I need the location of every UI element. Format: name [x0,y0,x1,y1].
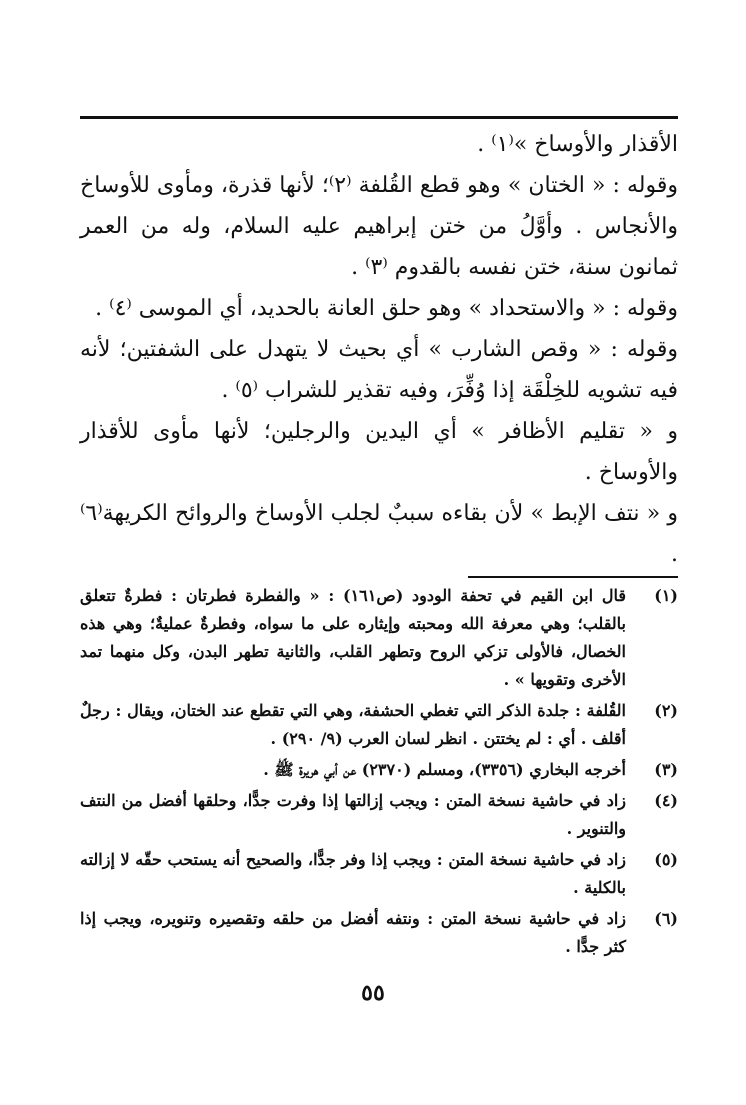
footnote [80,846,678,902]
paragraph: و « نتف الإبط » لأن بقاءه سببٌ لجلب الأوساخ والروائح الكريهة⁽٦⁾ . [80,501,678,567]
footnote-text: زاد في حاشية نسخة المتن : ويجب إزالتها إذا وفرت جدًّا، وحلقها أفضل من النتف والتنوير . [80,791,626,838]
paragraph: و « تقليم الأظافر » أي اليدين والرجلين؛ لأنها مأوى للأقذار والأوساخ . [80,419,678,485]
footnote [80,756,678,784]
footnote-number: (٤) [654,791,678,810]
footnote-number: (٦) [654,909,678,928]
paragraph: الأقذار والأوساخ »⁽١⁾ . [477,132,678,157]
footnotes [80,582,678,964]
page-number: ٥٥ [361,980,385,1006]
footnote-text: أخرجه البخاري (٣٣٥٦)، ومسلم (٢٣٧٠) عن أبي هريرة ﷺ . [263,760,626,779]
paragraph: وقوله : « والاستحداد » وهو حلق العانة بالحديد، أي الموسى ⁽٤⁾ . [95,296,678,321]
paragraph: وقوله : « الختان » وهو قطع القُلفة ⁽٢⁾؛ لأنها قذرة، ومأوى للأوساخ والأنجاس . وأوَّلُ من ختن إبراهيم عليه السلام، وله من العمر ثمانون سنة، ختن نفسه بالقدوم ⁽٣⁾ . [80,173,678,280]
header-rule [80,116,678,119]
footnote [80,697,678,753]
footnote-separator [468,576,678,578]
paragraph: وقوله : « وقص الشارب » أي بحيث لا يتهدل على الشفتين؛ لأنه فيه تشويه للخِلْقَة إذا وُفِّرَ، وفيه تقذير للشراب ⁽٥⁾ . [80,337,678,403]
footnote-text: قال ابن القيم في تحفة الودود (ص١٦١) : « والفطرة فطرتان : فطرةٌ تتعلق بالقلب؛ وهي معرفة الله ومحبته وإيثاره على ما سواه، وفطرةٌ عمليةٌ؛ وهي هذه الخصال، فالأولى تزكي الروح وتطهر القلب، والثانية تطهر البدن، وكل منهما تمد الأخرى وتقويها » . [80,586,627,689]
footnote [80,582,678,694]
main-text [80,124,678,575]
footnote [80,905,678,961]
footnote-number: (١) [654,586,678,605]
footnote-number: (٥) [654,850,678,869]
footnote-text: القُلفة : جلدة الذكر التي تغطي الحشفة، وهي التي تقطع عند الختان، ويقال : رجلٌ أقلف . أي : لم يختتن . انظر لسان العرب (٩/ ٢٩٠) . [80,701,626,748]
footnote-number: (٣) [654,760,678,779]
footnote [80,787,678,843]
footnote-number: (٢) [654,701,678,720]
footnote-text: زاد في حاشية نسخة المتن : ونتفه أفضل من حلقه وتقصيره وتنويره، ويجب إذا كثر جدًّا . [80,909,626,956]
footnote-text: زاد في حاشية نسخة المتن : ويجب إذا وفر جدًّا، والصحيح أنه يستحب حقّه لا إزالته بالكلية . [80,850,626,897]
